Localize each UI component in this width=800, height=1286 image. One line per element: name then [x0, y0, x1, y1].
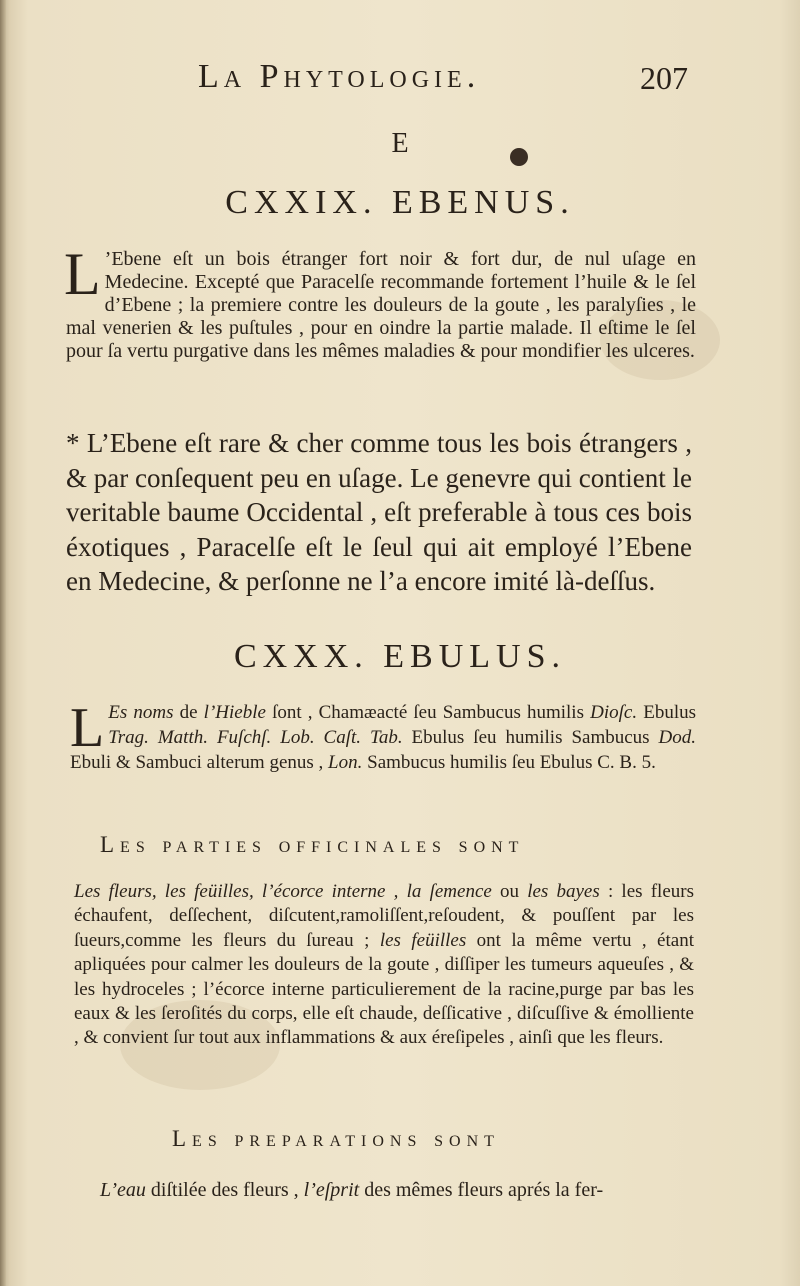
preparations-text [100, 1178, 700, 1202]
text-run: les bayes [527, 881, 600, 902]
text-run: Lon. [328, 752, 363, 773]
text-run: Dioſc. [590, 702, 638, 723]
drop-cap: L [64, 241, 101, 307]
text-run: ont la même vertu , étant apliquées pour calmer les douleurs de la goute , diſſiper les tumeurs aqueuſes , & les hydroceles ; l’écorce interne particulierement de la racine,purge par bas les eaux & les ſeroſités du corps, elle eſt chaude, deſſicative , diſcuſſive & émolliente , & convient ſur tout aux inflammations & aux éreſipeles , ainſi que les fleurs. [74, 929, 694, 1049]
text-run: Sambucus humilis ſeu Ebulus C. B. 5. [362, 752, 656, 773]
rubric-preparations: Les preparations sont [172, 1126, 500, 1151]
text-run: Dod. [658, 727, 697, 748]
rubric-parts: Les parties officinales sont [100, 832, 525, 857]
text-run: ſont , Chamæacté ſeu Sambucus humilis [265, 702, 591, 723]
text-run: L’eau [100, 1179, 146, 1201]
page-number: 207 [640, 60, 688, 96]
parts-text [74, 880, 694, 1051]
text-run: les feüilles [379, 929, 467, 951]
text-run: Ebulus [637, 702, 697, 723]
text-run: Es noms [108, 702, 174, 723]
text-run: Ebuli & Sambuci alterum genus , [70, 752, 329, 773]
synonyms-text [70, 697, 697, 773]
running-title: La Phytologie. [198, 58, 481, 95]
text-run: l’eſprit [303, 1179, 360, 1201]
page-header [198, 58, 688, 102]
text-run: : les fleurs échaufent, deſſechent, diſcutent,ramoliſſent,reſoudent, & pouſſent par les ſueurs,comme les fleurs du ſureau ; [74, 881, 694, 951]
text-run: ou [491, 881, 528, 902]
commentary-paragraph: * L’Ebene eſt rare & cher comme tous les bois étrangers , & par conſequent peu en uſage. Le genevre qui contient le veritable baume Occidental , eſt preferable à tous ces bois éxotiques , Paracelſe eſt le ſeul qui ait employé l’Ebene en Medecine, & perſonne ne l’a encore imité là-deſſus. [66, 428, 692, 596]
text-run: de [173, 702, 204, 723]
text-run: Ebulus ſeu humilis Sambucus [402, 727, 659, 748]
drop-cap: L [70, 697, 105, 759]
text-run: Trag. Matth. Fuſchſ. Lob. Caſt. Tab. [108, 727, 403, 748]
text-run: des mêmes fleurs aprés la fer- [359, 1179, 604, 1201]
entry-title-ebulus: CXXX. EBULUS. [233, 638, 567, 675]
text-run: diſtilée des fleurs , [145, 1179, 304, 1201]
text-run: l’Hieble [203, 702, 266, 723]
entry-names-ebulus [70, 697, 697, 775]
section-letter: E [391, 128, 409, 159]
text-run: Les fleurs, les feüilles, l’écorce interne , la ſemence [74, 881, 492, 902]
entry-text-ebenus [64, 241, 696, 363]
ink-blot [510, 148, 528, 166]
entry-body: ’Ebene eſt un bois étranger fort noir & fort dur, de nul uſage en Medecine. Excepté que Paracelſe recommande fortement l’huile & le ſel d’Ebene ; la premiere contre les douleurs de la goute , les paralyſies , le mal venerien & les puſtules , pour en oindre la partie malade. Il eſtime le ſel pour ſa vertu purgative dans les mêmes maladies & pour mondifier les ulceres. [66, 248, 696, 362]
entry-title-ebenus: CXXIX. EBENUS. [225, 184, 575, 221]
